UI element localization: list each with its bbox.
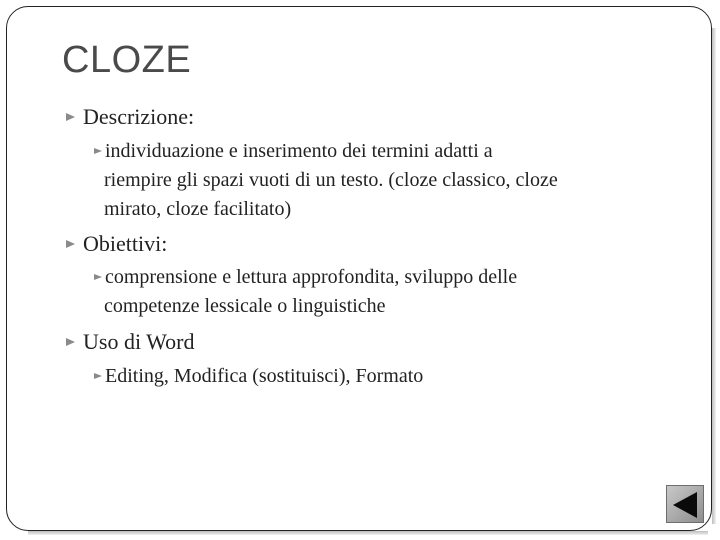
bullet-uso-di-word bbox=[66, 328, 195, 356]
previous-slide-button[interactable] bbox=[666, 485, 704, 523]
text-line: competenze lessicale o linguistiche bbox=[104, 295, 386, 317]
text-line: Editing, Modifica (sostituisci), Formato bbox=[105, 365, 424, 387]
bullet-descrizione bbox=[66, 103, 194, 131]
bullet-triangle-icon bbox=[66, 338, 75, 346]
triangle-left-icon bbox=[667, 486, 705, 524]
text-line: comprensione e lettura approfondita, sviluppo delle bbox=[105, 266, 518, 288]
heading-descrizione: Descrizione: bbox=[83, 104, 195, 129]
subbullet-triangle-icon bbox=[94, 373, 102, 379]
subbullet-triangle-icon bbox=[94, 148, 102, 154]
bullet-triangle-icon bbox=[66, 113, 75, 121]
text-line: riempire gli spazi vuoti di un testo. (cloze classico, cloze bbox=[104, 169, 558, 191]
text-line: mirato, cloze facilitato) bbox=[104, 198, 292, 220]
subbullet-descrizione bbox=[94, 137, 558, 224]
bullet-triangle-icon bbox=[66, 240, 75, 248]
subbullet-triangle-icon bbox=[94, 274, 102, 280]
slide-title: CLOZE bbox=[62, 39, 192, 81]
subbullet-uso-di-word bbox=[94, 362, 423, 391]
subbullet-obiettivi bbox=[94, 263, 517, 321]
text-line: individuazione e inserimento dei termini adatti a bbox=[105, 140, 493, 162]
heading-obiettivi: Obiettivi: bbox=[83, 231, 168, 256]
heading-uso-di-word: Uso di Word bbox=[83, 329, 195, 354]
bullet-obiettivi bbox=[66, 230, 167, 258]
